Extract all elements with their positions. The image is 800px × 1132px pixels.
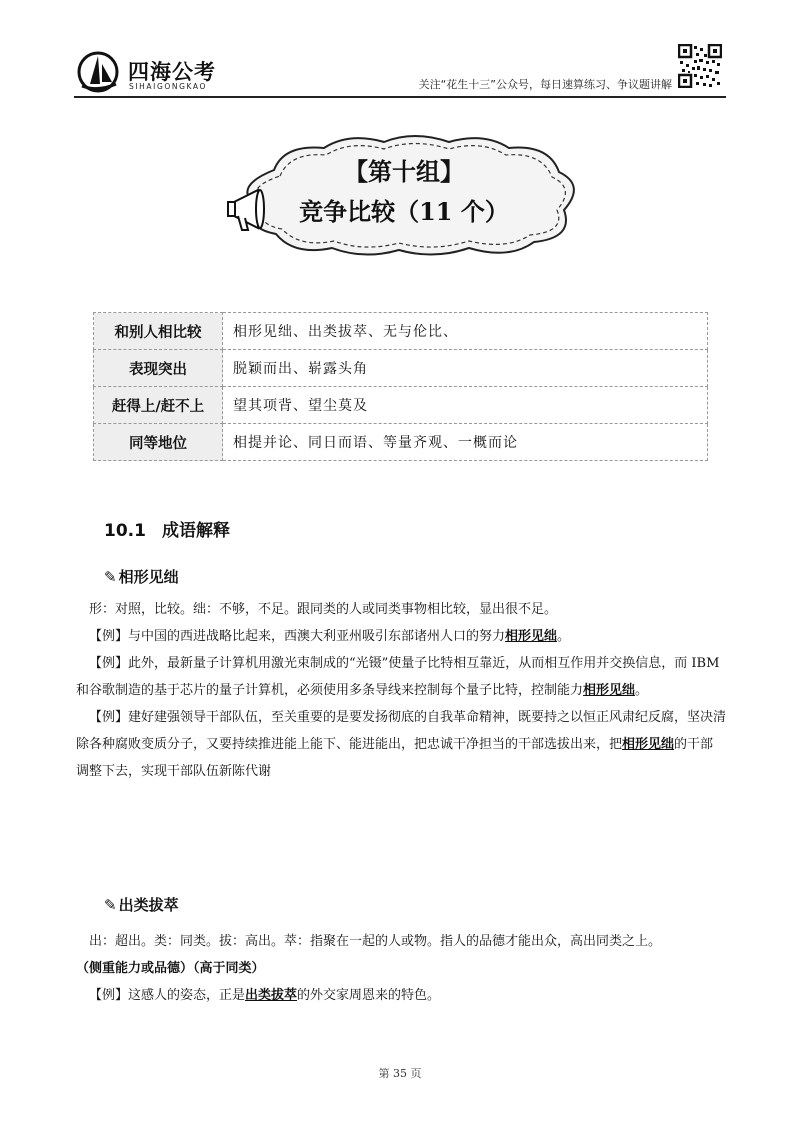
- idiom-body: [76, 928, 726, 1009]
- definition: 出：超出。类：同类。拔：高出。萃：指聚在一起的人或物。指人的品德才能出众，高出同类之上。: [89, 934, 662, 949]
- pencil-icon: ✎: [104, 568, 117, 586]
- table-row: [94, 424, 708, 461]
- table-row: [94, 350, 708, 387]
- example: 【例】这感人的姿态，正是出类拔萃的外交家周恩来的特色。: [89, 988, 441, 1003]
- sailboat-logo-icon: [76, 50, 124, 94]
- highlighted-idiom: 出类拔萃: [245, 988, 298, 1003]
- example: 【例】与中国的西进战略比起来，西澳大利亚州吸引东部诸州人口的努力相形见绌。: [89, 629, 571, 644]
- category-cell: 和别人相比较: [94, 313, 223, 350]
- category-cell: 表现突出: [94, 350, 223, 387]
- usage-note: （侧重能力或品德）（高于同类）: [76, 961, 265, 976]
- idioms-cell: 相提并论、同日而语、等量齐观、一概而论: [223, 424, 708, 461]
- header-slogan: 关注“花生十三”公众号，每日速算练习、争议题讲解: [418, 78, 672, 91]
- example: 【例】此外，最新量子计算机用激光束制成的“光镊”使量子比特相互靠近，从而相互作用并交换信息，而 IBM 和谷歌制造的基于芯片的量子计算机，必须使用多条导线来控制每个量子比特，控制能力相形见绌。: [76, 656, 720, 698]
- example: 【例】建好建强领导干部队伍，至关重要的是要发扬彻底的自我革命精神，既要持之以恒正风肃纪反腐，坚决清除各种腐败变质分子，又要持续推进能上能下、能进能出，把忠诚干净担当的干部选拔出来，把相形见绌的干部调整下去，实现干部队伍新陈代谢: [76, 710, 727, 779]
- category-cell: 赶得上/赶不上: [94, 387, 223, 424]
- highlighted-idiom: 相形见绌: [622, 737, 675, 752]
- idioms-cell: 望其项背、望尘莫及: [223, 387, 708, 424]
- table-row: [94, 387, 708, 424]
- idiom-heading: [104, 566, 179, 587]
- brand-name: 四海公考: [128, 60, 216, 84]
- group-label: 【第十组】: [344, 157, 464, 186]
- idiom-title: 相形见绌: [118, 568, 179, 586]
- section-title: 成语解释: [161, 521, 230, 541]
- header-divider: [74, 96, 726, 98]
- page-number: 第 35 页: [378, 1067, 422, 1080]
- highlighted-idiom: 相形见绌: [583, 683, 636, 698]
- section-heading: [104, 516, 230, 541]
- idioms-cell: 相形见绌、出类拔萃、无与伦比、: [223, 313, 708, 350]
- idiom-category-table: [93, 312, 708, 461]
- page-header: [0, 0, 800, 100]
- qr-code-icon: [678, 44, 722, 88]
- pencil-icon: ✎: [104, 896, 117, 914]
- category-cell: 同等地位: [94, 424, 223, 461]
- highlighted-idiom: 相形见绌: [505, 629, 558, 644]
- idiom-heading: [104, 894, 179, 915]
- idioms-cell: 脱颖而出、崭露头角: [223, 350, 708, 387]
- idiom-title: 出类拔萃: [118, 896, 179, 914]
- idiom-body: [76, 596, 726, 785]
- topic-title: 竞争比较（11 个）: [299, 197, 509, 226]
- definition: 形：对照，比较。绌：不够，不足。跟同类的人或同类事物相比较，显出很不足。: [89, 602, 558, 617]
- table-row: [94, 313, 708, 350]
- section-number: 10.1: [104, 521, 146, 541]
- brand-name-pinyin: SIHAIGONGKAO: [129, 82, 207, 91]
